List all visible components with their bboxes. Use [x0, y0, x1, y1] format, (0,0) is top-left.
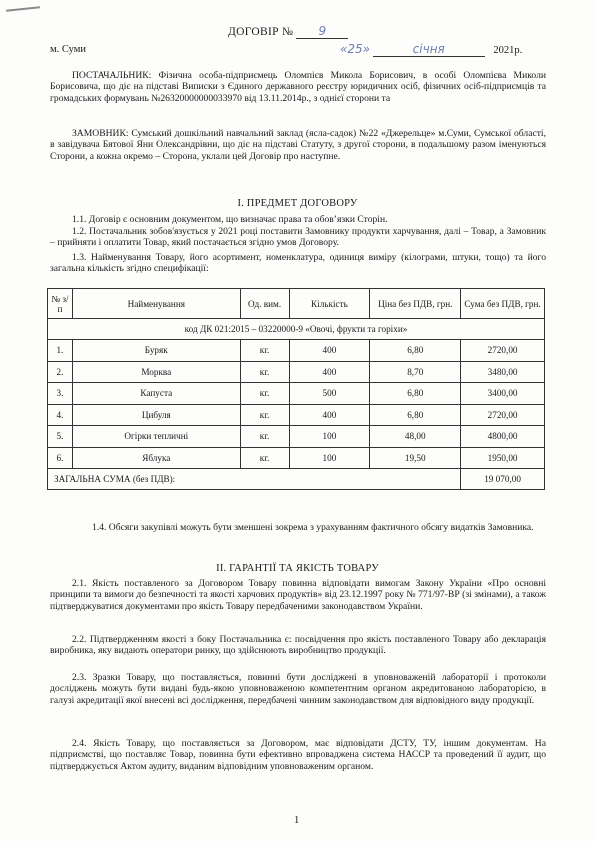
- header-unit: Од. вим.: [240, 289, 289, 319]
- table-row: [48, 340, 545, 362]
- cell-num: 4.: [48, 404, 73, 426]
- cell-qty: 400: [289, 361, 370, 383]
- section2-heading: ІІ. ГАРАНТІЇ ТА ЯКІСТЬ ТОВАРУ: [216, 563, 379, 574]
- total-label: ЗАГАЛЬНА СУМА (без ПДВ):: [48, 469, 461, 490]
- cell-sum: 4800,00: [461, 426, 545, 448]
- date-month: січня: [373, 42, 485, 57]
- scan-mark: [6, 6, 40, 12]
- header-qty: Кількість: [289, 289, 370, 319]
- total-value: 19 070,00: [461, 469, 545, 490]
- clause-1-3: 1.3. Найменування Товару, його асортимент, номенклатура, одиниця виміру (кілограми, штуки, тощо) та його загальна кількість згідно специфікації:: [50, 252, 546, 275]
- cell-price: 8,70: [370, 361, 461, 383]
- clause-1-4: 1.4. Обсяги закупівлі можуть бути зменшені зокрема з урахуванням фактичного обсягу видатків Замовника.: [92, 522, 534, 533]
- cell-price: 6,80: [370, 340, 461, 362]
- clause-2-2: 2.2. Підтвердженням якості з боку Постачальника є: посвідчення про якість поставленого Товару або декларація виробника, яку видають оператори ринку, що здійснюють виробництво продукції.: [50, 634, 546, 657]
- cell-unit: кг.: [240, 340, 289, 362]
- cell-qty: 500: [289, 383, 370, 405]
- date-year: 2021р.: [493, 45, 523, 56]
- table-header-row: [48, 289, 545, 319]
- cell-num: 2.: [48, 361, 73, 383]
- header-name: Найменування: [72, 289, 240, 319]
- cell-sum: 2720,00: [461, 404, 545, 426]
- cell-name: Морква: [72, 361, 240, 383]
- cell-unit: кг.: [240, 383, 289, 405]
- cell-num: 1.: [48, 340, 73, 362]
- contract-title: [228, 24, 348, 39]
- cell-num: 3.: [48, 383, 73, 405]
- cell-price: 48,00: [370, 426, 461, 448]
- cell-qty: 400: [289, 340, 370, 362]
- header-sum: Сума без ПДВ, грн.: [461, 289, 545, 319]
- header-price: Ціна без ПДВ, грн.: [370, 289, 461, 319]
- cell-qty: 100: [289, 426, 370, 448]
- clause-2-3: 2.3. Зразки Товару, що поставляється, повинні бути досліджені в уповноваженій лабораторії і протоколи досліджень можуть бути видані будь-якою уповноваженою компетентним органом акредитованою лабораторією, в галузі акредитації якої внесені всі дослідження, передбачені чинним законодавством для відповідного виду продукції.: [50, 672, 546, 706]
- title-text: ДОГОВІР №: [228, 26, 294, 38]
- table-row: [48, 447, 545, 469]
- table-row: [48, 383, 545, 405]
- cell-unit: кг.: [240, 447, 289, 469]
- cell-price: 19,50: [370, 447, 461, 469]
- table-row: [48, 426, 545, 448]
- section1-heading: І. ПРЕДМЕТ ДОГОВОРУ: [237, 198, 358, 209]
- cell-num: 6.: [48, 447, 73, 469]
- cell-qty: 400: [289, 404, 370, 426]
- clause-1-1: 1.1. Договір є основним документом, що визначає права та обов’язки Сторін.: [72, 214, 388, 225]
- cell-price: 6,80: [370, 404, 461, 426]
- category-row: [48, 319, 545, 340]
- cell-sum: 1950,00: [461, 447, 545, 469]
- table-row: [48, 361, 545, 383]
- cell-sum: 3480,00: [461, 361, 545, 383]
- cell-name: Огірки тепличні: [72, 426, 240, 448]
- total-row: [48, 469, 545, 490]
- clause-1-2: 1.2. Постачальник зобов'язується у 2021 році поставити Замовнику продукти харчування, далі – Товар, а Замовник – прийняти і оплатити Товар, який постачається згідно умов Договору.: [50, 226, 546, 249]
- city: м. Суми: [50, 44, 87, 55]
- cell-name: Яблука: [72, 447, 240, 469]
- contract-date: [340, 42, 522, 57]
- cell-sum: 2720,00: [461, 340, 545, 362]
- cell-unit: кг.: [240, 404, 289, 426]
- cell-unit: кг.: [240, 426, 289, 448]
- cell-qty: 100: [289, 447, 370, 469]
- cell-name: Капуста: [72, 383, 240, 405]
- page-number: 1: [294, 815, 300, 826]
- date-day: «25»: [340, 42, 371, 56]
- contract-number: 9: [296, 24, 348, 39]
- cell-num: 5.: [48, 426, 73, 448]
- cell-name: Буряк: [72, 340, 240, 362]
- specification-table: [47, 288, 545, 490]
- category-code: код ДК 021:2015 – 03220000-9 «Овочі, фрукти та горіхи»: [48, 319, 545, 340]
- cell-price: 6,80: [370, 383, 461, 405]
- supplier-paragraph: ПОСТАЧАЛЬНИК: Фізична особа-підприємець Оломпієв Микола Борисович, в особі Оломпієва Миколи Борисовича, що діє на підставі Виписки з Єдиного державного реєстру юридичних осіб, фізичних осіб-підприємців та громадських формувань №26320000000033970 від 13.11.2014р., з однієї сторони та: [50, 70, 546, 104]
- table-row: [48, 404, 545, 426]
- clause-2-4: 2.4. Якість Товару, що поставляється за Договором, має відповідати ДСТУ, ТУ, іншим документам. На підприємстві, що поставляє Товар, повинна бути ефективно впроваджена система НАССР та проведений її аудит, що підтверджується Актом аудиту, виданим відповідним уповноваженим органом.: [50, 738, 546, 772]
- cell-name: Цибуля: [72, 404, 240, 426]
- cell-unit: кг.: [240, 361, 289, 383]
- customer-paragraph: ЗАМОВНИК: Сумський дошкільний навчальний заклад (ясла-садок) №22 «Джерельце» м.Суми, Сумської області, в завідувача Бятової Яни Олександрівни, що діє на підставі Статуту, з другої сторони, в подальшому разом іменуються Сторони, а кожна окремо – Сторона, уклали цей Договір про наступне.: [50, 128, 546, 162]
- clause-2-1: 2.1. Якість поставленого за Договором Товару повинна відповідати вимогам Закону України «Про основні принципи та вимоги до безпечності та якості харчових продуктів» від 23.12.1997 року № 771/97-ВР (зі змінами), а також підтверджуватися документами про якість Товару передбаченими законодавством України.: [50, 578, 546, 612]
- cell-sum: 3400,00: [461, 383, 545, 405]
- header-num: № з/п: [48, 289, 73, 319]
